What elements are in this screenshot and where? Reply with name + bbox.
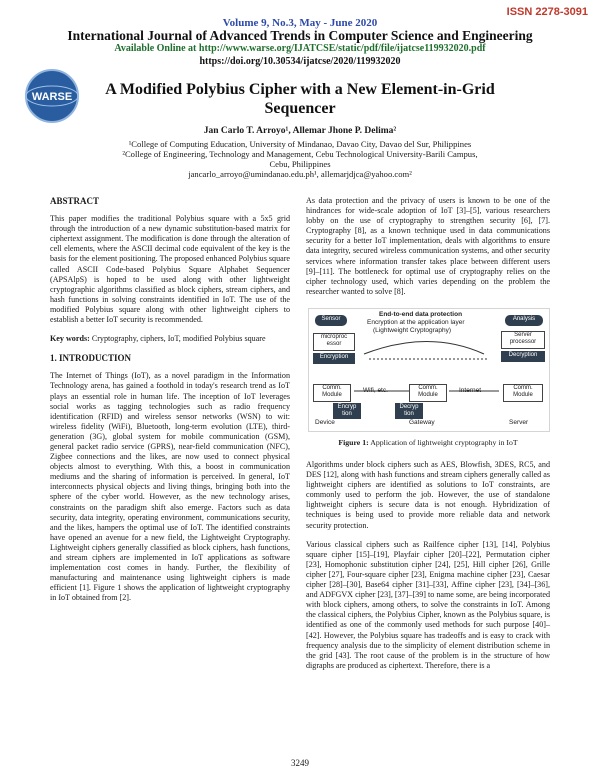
gateway-label: Gateway xyxy=(409,419,435,426)
figure-1 xyxy=(308,308,550,432)
device-label: Device xyxy=(315,419,335,426)
abstract-text: This paper modifies the traditional Polybius square with a 5x5 grid through the introduction of a new dynamic substitution-based matrix for ciphertext assignment. The modification is done through the alteration of cell elements, where the ASCII decimal code equivalent of the key is the basis for the element positioning. The proposed enhanced Polybius square called ASCII Code-based Polybius Square Alphabet Sequencer (APSAlpS) is hoped to be used along with other lightweight cryptographic algorithms classified as block ciphers, stream ciphers, and hash functions in solving constraints identified in IoT. The use of the modified Polybius square along with other lightweight ciphers to establish a better IoT security is recommended. xyxy=(50,214,290,325)
server-processor-box: Server processor xyxy=(501,331,545,349)
introduction-heading: 1. INTRODUCTION xyxy=(50,353,132,364)
figure-caption-label: Figure 1: xyxy=(338,438,369,447)
issn-label: ISSN 2278-3091 xyxy=(506,6,588,18)
keywords-label: Key words: xyxy=(50,334,90,344)
server-label: Server xyxy=(509,419,529,426)
figure-caption-text: Application of lightweight cryptography in IoT xyxy=(368,438,518,447)
wifi-label: Wifi, etc. xyxy=(363,387,388,394)
paragraph-1: As data protection and the privacy of users is known to be one of the hindrances for wide-scale adoption of IoT [3]–[5], various researchers lobby on the use of cryptography to strengthen security [6], [7]. Cryptography [8], as a known technique used in data communications security for a better IoT implementation, deals with algorithms to ensure data integrity, secured wireless communication systems, and other security services where information transfer takes place between different users [9]–[11]. The bottleneck for optimal use of cryptography relies on the cipher technology used, which varies depending on the problem the researcher wanted to solve [8]. xyxy=(306,196,550,296)
abstract-heading: ABSTRACT xyxy=(50,196,100,206)
journal-title: International Journal of Advanced Trends in Computer Science and Engineering xyxy=(67,28,533,43)
comm-module-box-3: Comm. Module xyxy=(503,384,543,402)
internet-label: Internet xyxy=(459,387,482,394)
comm-module-box-1: Comm. Module xyxy=(313,384,351,402)
authors: Jan Carlo T. Arroyo¹, Allemar Jhone P. Delima² xyxy=(203,126,397,136)
keywords-text: Cryptography, ciphers, IoT, modified Polybius square xyxy=(89,334,266,344)
analysis-box: Analysis xyxy=(505,315,543,326)
doi-link[interactable]: https://doi.org/10.30534/ijatcse/2020/119932020 xyxy=(199,56,401,67)
microprocessor-box: microproc essor xyxy=(313,333,355,351)
decryption-small-box: Decryp tion xyxy=(395,403,423,419)
volume-line: Volume 9, No.3, May - June 2020 xyxy=(222,17,378,29)
figure-title-2: Encryption at the application layer xyxy=(367,319,465,326)
online-link[interactable]: Available Online at http://www.warse.org/IJATCSE/static/pdf/file/ijatcse119932020.pdf xyxy=(114,43,486,54)
paragraph-3: Various classical ciphers such as Railfence cipher [13], [14], Polybius square cipher [15]–[19], Playfair cipher [20]–[22], Permutation cipher [23], Homophonic substitution cipher [24], [25], Hill cipher [26], Grille cipher [27], Four-square cipher [23], Enigma machine cipher [23], Caesar cipher [28]–[30], Base64 cipher [31]–[33], Affine cipher [23], [34]–[36], and ADFGVX cipher [23], [37]–[39] to name some, are being incorporated with block ciphers, among others, to solve the constraints in IoT. Among the classical ciphers, the Polybius Cipher, known as the Polybius square, is identified as one of the commonly used methods for such purpose [40]–[42]. However, the Polybius square has tradeoffs and is easy to crack with frequency analysis due to the simplicity of element distribution scheme in the grid [43]. The root cause of the problem is in the structure of how digraphs are produced as ciphertext. Therefore, there is a xyxy=(306,539,550,670)
introduction-text: The Internet of Things (IoT), as a novel paradigm in the Information Technology arena, has gained a foothold in today's research trend as IoT plays an essential role in human life. The inception of IoT leverages social works as tagging technologies such as radio frequency identification (RFID) and wireless sensor networks (WSN) to wit: wireless fidelity (WiFi), Bluetooth, long-term evolution (LTE), third-generation (3G), global system for mobile communication (GSM), general packet radio service (GPRS), near-field communication (NFC), Zigbee connections and the likes, are now used to connect physical objects almost to everything. With this, a boost in communication mediums and the sharing of information is perceived. In general, IoT interconnects physical objects and living things, bringing both into the sphere of the cyber world. However, as the new technology arises, constraints on the paradigm shift also emerge. Factors such as data security, data integrity, operating environment, communications security, and the likes, hampers the optimal use of IoT. The identified constraints have opened an avenue for a new field, the Lightweight Cryptography. Lightweight ciphers generally classified as block ciphers, hash functions, and stream ciphers are implemented in IoT applications as software implementation cost comes in handy. Further, the flexibility of manufacturing and maintenance using lightweight ciphers is made efficient [1]. Figure 1 shows the application of lightweight cryptography in IoT obtained from [2]. xyxy=(50,371,290,603)
right-column-top xyxy=(306,196,550,297)
sensor-box: Sensor xyxy=(315,315,347,326)
affiliation-3: Cebu, Philippines xyxy=(269,159,331,169)
author-emails: jancarlo_arroyo@umindanao.edu.ph¹, allemarjdjca@yahoo.com² xyxy=(188,169,412,179)
comm-module-box-2: Comm. Module xyxy=(409,384,447,402)
affiliation-1: ¹College of Computing Education, University of Mindanao, Davao City, Davao del Sur, Philippines xyxy=(128,139,472,149)
left-column xyxy=(50,196,290,603)
paper-title: A Modified Polybius Cipher with a New Element-in-Grid Sequencer xyxy=(105,81,495,117)
page-number: 3249 xyxy=(291,758,309,768)
encryption-small-box: Encryp tion xyxy=(333,403,361,419)
figure-title-1: End-to-end data protection xyxy=(379,311,463,318)
encryption-box: Encryption xyxy=(313,353,355,364)
figure-title-3: (Lightweight Cryptography) xyxy=(373,327,452,334)
affiliation-2: ²College of Engineering, Technology and Management, Cebu Technological University-Barili Campus, xyxy=(122,149,478,159)
decryption-box: Decryption xyxy=(501,351,545,362)
right-column-bottom xyxy=(306,460,550,671)
logo-text: WARSE xyxy=(31,91,73,103)
warse-logo xyxy=(12,66,102,126)
paragraph-2: Algorithms under block ciphers such as AES, Blowfish, 3DES, RC5, and DES [12], along with hash functions and stream ciphers generally called as lightweight ciphers are identified as solutions to IoT constraints, are commonly used to perform the job. However, the use of standalone lightweight ciphers is secure data is not enough. Hybridization of techniques is being used to provide more reliable data and network security protection. xyxy=(306,460,550,530)
figure-caption xyxy=(306,438,550,447)
